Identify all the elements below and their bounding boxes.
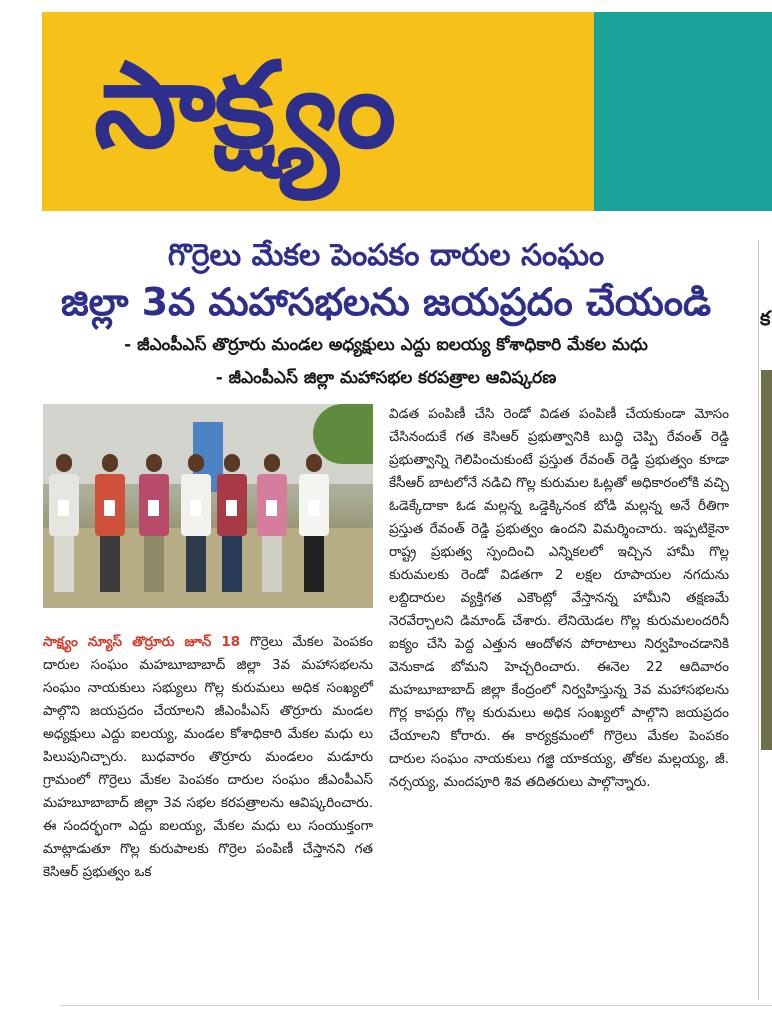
subheadline-2: - జీఎంపీఎస్ జిల్లా మహాసభల కరపత్రాల ఆవిష్కరణ — [215, 368, 557, 388]
article-body-left: గొర్రెలు మేకల పెంపకం దారుల సంఘం మహబూబాబాద్ జిల్లా 3వ మహాసభలను సంఘం నాయకులు సభ్యులు గొల్ల కురుమలు అధిక సంఖ్యలో పాల్గొని జయప్రదం చేయాలని జీఎంపీఎస్ తొర్రూరు మండల అధ్యక్షులు ఎద్దు ఐలయ్య, మండల కోశాధికారి మేకల మధు లు పిలుపునిచ్చారు. బుధవారం తొర్రూరు మండలం మడూరు గ్రామంలో గొర్రెలు మేకల పెంపకం దారుల సంఘం జీఎంపీఎస్ మహబూబాబాద్ జిల్లా 3వ సభల కరపత్రాలను ఆవిష్కరించారు. ఈ సందర్భంగా ఎద్దు ఐలయ్య, మేకల మధు లు సంయుక్తంగా మాట్లాడుతూ గొల్ల కురుపాలకు గొర్రెల పంపిణీ చేస్తానని గత కెసిఆర్ ప్రభుత్వం ఒక — [43, 634, 373, 880]
photo-person — [299, 454, 329, 592]
page-bottom-rule — [60, 1005, 772, 1006]
adjacent-headline-fragment: క — [760, 306, 771, 330]
headline-line-2: జిల్లా 3వ మహాసభలను జయప్రదం చేయండి — [60, 280, 712, 324]
article-column-left — [43, 631, 373, 884]
photo-person — [217, 454, 247, 592]
adjacent-photo-fragment — [761, 370, 772, 750]
masthead-teal-band — [594, 12, 772, 211]
article-column-right — [389, 403, 729, 794]
headline-line-1: గొర్రెలు మేకల పెంపకం దారుల సంఘం — [167, 238, 605, 273]
masthead — [42, 12, 772, 211]
news-photo — [43, 404, 373, 608]
photo-person — [95, 454, 125, 592]
subheadline-1: - జీఎంపీఎస్ తొర్రూరు మండల అధ్యక్షులు ఎద్దు ఐలయ్య కోశాధికారి మేకల మధు — [124, 335, 648, 355]
article-body-right: విడత పంపిణీ చేసి రెండో విడత పంపిణీ చేయకుండా మోసం చేసినందుకే గత కెసిఆర్ ప్రభుత్వానికి బుద్ధి చెప్పి రేవంత్ రెడ్డి ప్రభుత్వాన్ని గెలిపించుకుంటే ప్రస్తుత రేవంత్ రెడ్డి ప్రభుత్వం కూడా కేసీఆర్ బాటలోనే నడిచి గొల్ల కురుమల ఓట్లతో అధికారంలోకి వచ్చి ఓడెక్కేదాకా ఓడ మల్లన్న ఒడ్డెక్కినంక బోడి మల్లన్న అనే రీతిగా ప్రస్తుత రేవంత్ రెడ్డి ప్రభుత్వం ఉందని విమర్శించారు. ఇప్పటికైనా రాష్ట్ర ప్రభుత్వ స్పందించి ఎన్నికలలో ఇచ్చిన హామీ గొల్ల కురుమలకు రెండో విడతగా 2 లక్షల రూపాయల నగదును లబ్దిదారుల వ్యక్తిగత ఎకౌంట్లో వేస్తానన్న హామీని తక్షణమే నెరవేర్చాలని డిమాండ్ చేశారు. లేనియెడల గొల్ల కురుమలందరినీ ఐక్యం చేసి పెద్ద ఎత్తున ఆందోళన పోరాటాలు నిర్వహించడానికి వెనుకాడ బోమని హెచ్చరించారు. ఈనెల 22 ఆదివారం మహబూబాబాద్ జిల్లా కేంద్రంలో నిర్వహిస్తున్న 3వ మహాసభలను గొర్ల కాపర్లు గొల్ల కురుమలు అధిక సంఖ్యలో పాల్గొని జయప్రదం చేయాలని కోరారు. ఈ కార్యక్రమంలో గొర్రెలు మేకల పెంపకం దారుల సంఘం నాయకులు గజ్జి యాకయ్య, తోకల మల్లయ్య, జీ. నర్సయ్య, మందపూరి శివ తదితరులు పాల్గొన్నారు. — [389, 406, 729, 790]
photo-person — [49, 454, 79, 592]
photo-person — [257, 454, 287, 592]
newspaper-logo: సాక్ష్యం — [94, 36, 395, 174]
article-dateline: సాక్ష్యం న్యూస్ తొర్రూరు జూన్ 18 — [43, 634, 241, 650]
photo-person — [181, 454, 211, 592]
photo-person — [139, 454, 169, 592]
